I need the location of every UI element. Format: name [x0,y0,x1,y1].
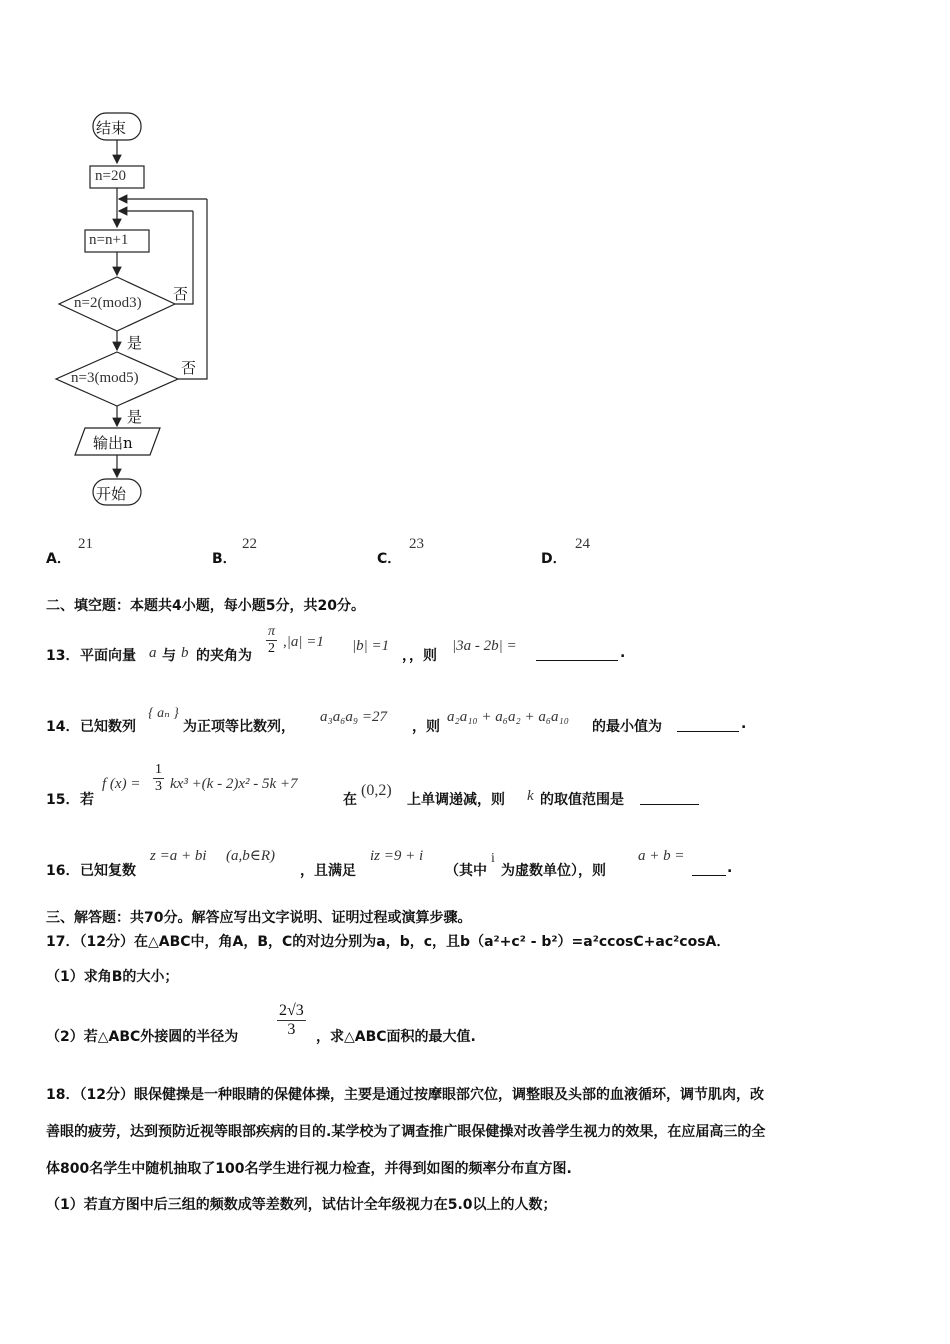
q17-part2-pre: （2）若△ABC外接圆的半径为 [46,1029,239,1045]
q16-z: z =a + bi [150,848,207,864]
q14-text3: ，则 [412,719,440,735]
q16-text2: ，且满足 [300,863,356,879]
q15-poly: kx³ +(k - 2)x² - 5k +7 [170,776,298,792]
q18-line2: 善眼的疲劳，达到预防近视等眼部疾病的目的.某学校为了调查推广眼保健操对改善学生视力的效果，在应届高三的全 [46,1124,766,1140]
choice-c-value: 23 [409,536,424,552]
q17-radius-fraction [277,1002,306,1039]
init-label: n=20 [95,168,126,184]
q17-part1: （1）求角B的大小； [46,969,179,985]
cond2-label: n=3(mod5) [71,370,139,386]
q13-sep: ，，则 [402,648,437,664]
q13-text2: 与 [162,648,176,664]
yes2-label: 是 [127,408,143,426]
q15-frac-den: 3 [155,779,162,794]
q14-text2: 为正项等比数列， [183,719,295,735]
q15-interval: (0,2) [361,782,392,799]
q15-number: 15． [46,792,80,808]
choice-d-value: 24 [575,536,590,552]
end-label: 结束 [96,119,127,137]
q17-frac-num: 2√3 [279,1002,304,1019]
q16-text4: 为虚数单位），则 [501,863,606,879]
q16-i: i [491,851,495,866]
q13-expr: |3a - 2b| = [452,638,517,654]
q13-text3: 的夹角为 [196,648,252,664]
q15-text2: 在 [343,792,357,808]
q16-number: 16． [46,863,80,879]
q15-fraction [153,762,164,795]
choice-b-value: 22 [242,536,257,552]
choice-c-letter: C． [377,551,402,567]
q14-seq: { aₙ } [148,706,179,721]
yes1-label: 是 [127,334,143,352]
q13-number: 13． [46,648,80,664]
q13-angle-den: 2 [268,641,275,656]
q13-cond-a: ,|a| =1 [283,634,324,650]
q13-vec-a: a [149,645,157,661]
choice-a-value: 21 [78,536,93,552]
q18-part1: （1）若直方图中后三组的频数成等差数列，试估计全年级视力在5.0以上的人数； [46,1197,557,1213]
q15-k: k [527,788,534,804]
q16-text3: （其中 [445,863,487,879]
q13-text1: 平面向量 [80,648,136,664]
choice-d-letter: D． [541,551,567,567]
q15-text4: 的取值范围是 [540,792,624,808]
start-label: 开始 [96,485,127,503]
q13-end: . [620,645,626,661]
q16-text1: 已知复数 [80,863,136,879]
q18-line1: 18．（12分）眼保健操是一种眼睛的保健体操，主要是通过按摩眼部穴位，调整眼及头部的血液循环，调节肌肉，改 [46,1087,764,1103]
q14-text1: 已知数列 [80,719,136,735]
section3-heading: 三、解答题：共70分。解答应写出文字说明、证明过程或演算步骤。 [46,910,472,926]
q13-answer-blank[interactable] [536,646,618,661]
q15-frac-num: 1 [155,762,162,777]
q15-fx: f (x) = [102,776,141,792]
output-label: 输出n [93,434,133,452]
q13-angle-fraction [266,624,277,657]
choice-a-letter: A． [46,551,71,567]
q14-answer-blank[interactable] [677,717,739,732]
q15-answer-blank[interactable] [640,790,699,805]
q16-end: . [727,860,733,876]
q16-cond: (a,b∈R) [226,848,276,864]
q15-text3: 上单调递减，则 [407,792,505,808]
q17-statement: 17．（12分）在△ABC中，角A，B，C的对边分别为a，b，c，且b（a²+c² - b²）=a²ccosC+ac²cosA． [46,934,731,950]
q13-vec-b: b [181,645,189,661]
section2-heading: 二、填空题：本题共4小题，每小题5分，共20分。 [46,598,365,614]
q14-end: . [741,716,747,732]
increment-label: n=n+1 [89,232,129,248]
q16-answer-blank[interactable] [692,861,726,876]
no1-label: 否 [173,285,189,303]
q16-expr: a + b = [638,848,685,864]
cond1-label: n=2(mod3) [74,295,142,311]
no2-label: 否 [181,359,197,377]
choice-b-letter: B． [212,551,237,567]
q17-part2-post: ，求△ABC面积的最大值. [316,1029,476,1045]
q14-number: 14． [46,719,80,735]
q17-frac-den: 3 [287,1021,296,1038]
q14-expr: a₂a₁₀ + a₆a₂ + a₆a₁₀ [447,709,569,725]
q13-angle-num: π [268,624,276,639]
q14-text4: 的最小值为 [592,719,662,735]
q13-cond-b: |b| =1 [352,638,390,654]
q18-line3: 体800名学生中随机抽取了100名学生进行视力检查，并得到如图的频率分布直方图. [46,1161,572,1177]
q15-text1: 若 [80,792,94,808]
q16-eq: iz =9 + i [370,848,424,864]
q14-cond: a₃a₆a₉ =27 [320,709,388,725]
